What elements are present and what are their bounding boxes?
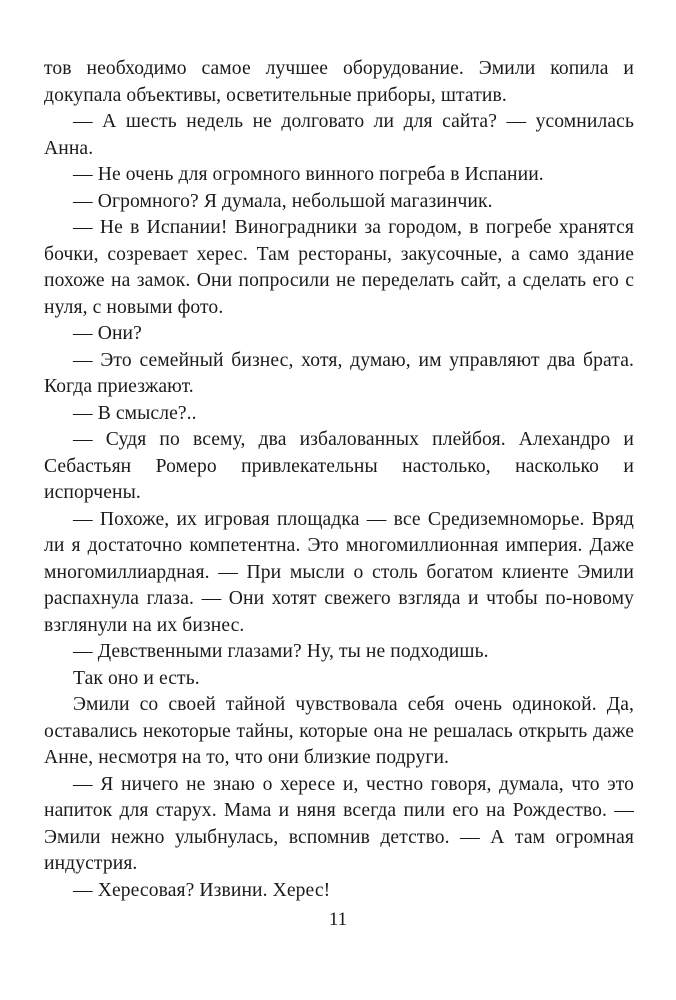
paragraph: Так оно и есть. [73,667,200,689]
paragraph: — Девственными глазами? Ну, ты не подходишь. [73,641,489,662]
page-body [44,56,634,904]
paragraph: Эмили со своей тайной чувствовала себя очень одинокой. Да, оставались некоторые тайны, которые она не решалась открыть даже Анне, несмотря на то, что они близкие подруги. [44,694,634,768]
paragraph: — Не в Испании! Виноградники за городом, в погребе хранятся бочки, созревает херес. Там рестораны, закусочные, а само здание похоже на замок. Они попросили не переделать сайт, а сделать его с нуля, с новыми фото. [44,217,634,318]
paragraph: — Хересовая? Извини. Херес! [73,879,331,901]
page-number: 11 [328,909,348,930]
paragraph: — Они? [73,323,142,344]
paragraph: тов необходимо самое лучшее оборудование. Эмили копила и докупала объективы, осветительные приборы, штатив. [44,58,634,106]
paragraph: — Я ничего не знаю о хересе и, честно говоря, думала, что это напиток для старух. Мама и няня всегда пили его на Рождество. — Эмили нежно улыбнулась, вспомнив детство. — А там огромная индустрия. [44,773,634,874]
paragraph: — Огромного? Я думала, небольшой магазинчик. [73,190,493,212]
paragraph: — А шесть недель не долговато ли для сайта? — усомнилась Анна. [44,111,634,159]
paragraph: — Похоже, их игровая площадка — все Средиземноморье. Вряд ли я достаточно компетентна. Это многомиллионная империя. Даже многомиллиардная. — При мысли о столь богатом клиенте Эмили распахнула глаза. — Они хотят свежего взгляда и чтобы по-новому взглянули на их бизнес. [44,508,634,636]
paragraph: — Не очень для огромного винного погреба в Испании. [73,164,544,185]
paragraph: — Это семейный бизнес, хотя, думаю, им управляют два брата. Когда приезжают. [44,349,634,397]
paragraph: — Судя по всему, два избалованных плейбоя. Алехандро и Себастьян Ромеро привлекательны настолько, насколько и испорчены. [44,429,634,503]
paragraph: — В смысле?.. [73,402,197,424]
